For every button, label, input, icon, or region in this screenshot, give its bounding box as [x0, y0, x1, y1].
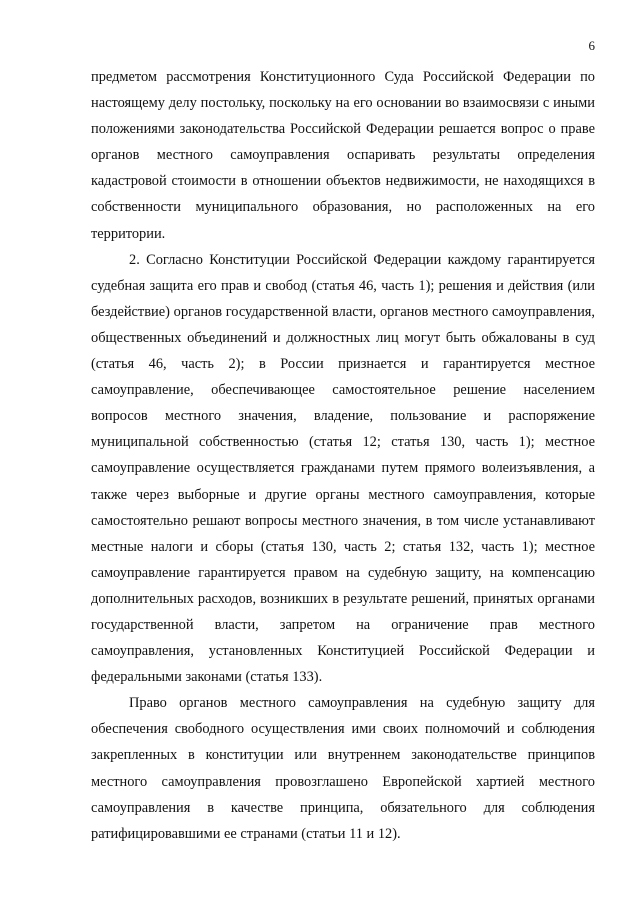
paragraph-continuation: предметом рассмотрения Конституционного Суда Российской Федерации по настоящему делу постольку, поскольку на его основании во взаимосвязи с иными положениями законодательства Российской Федерации решается вопрос о праве органов местного самоуправления оспаривать результаты определения кадастровой стоимости в отношении объектов недвижимости, не находящихся в собственности муниципального образования, но расположенных на его территории. — [91, 69, 595, 242]
paragraph-european-charter: Право органов местного самоуправления на судебную защиту для обеспечения свободного осуществления ими своих полномочий и соблюдения закрепленных в конституции или внутреннем законодательстве принципов местного самоуправления провозглашено Европейской хартией местного самоуправления в качестве принципа, обязательного для соблюдения ратифицировавшими ее странами (статьи 11 и 12). — [91, 695, 595, 842]
document-body — [91, 64, 595, 847]
paragraph-section-2: 2. Согласно Конституции Российской Федерации каждому гарантируется судебная защита его прав и свобод (статья 46, часть 1); решения и действия (или бездействие) органов государственной власти, органов местного самоуправления, общественных объединений и должностных лиц могут быть обжалованы в суд (статья 46, часть 2); в России признается и гарантируется местное самоуправление, обеспечивающее самостоятельное решение населением вопросов местного значения, владение, пользование и распоряжение муниципальной собственностью (статья 12; статья 130, часть 1); местное самоуправление осуществляется гражданами путем прямого волеизъявления, а также через выборные и другие органы местного самоуправления, которые самостоятельно решают вопросы местного значения, в том числе устанавливают местные налоги и сборы (статья 130, часть 2; статья 132, часть 1); местное самоуправление гарантируется правом на судебную защиту, на компенсацию дополнительных расходов, возникших в результате решений, принятых органами государственной власти, запретом на ограничение прав местного самоуправления, установленных Конституцией Российской Федерации и федеральными законами (статья 133). — [91, 251, 595, 686]
page-number: 6 — [588, 38, 595, 53]
